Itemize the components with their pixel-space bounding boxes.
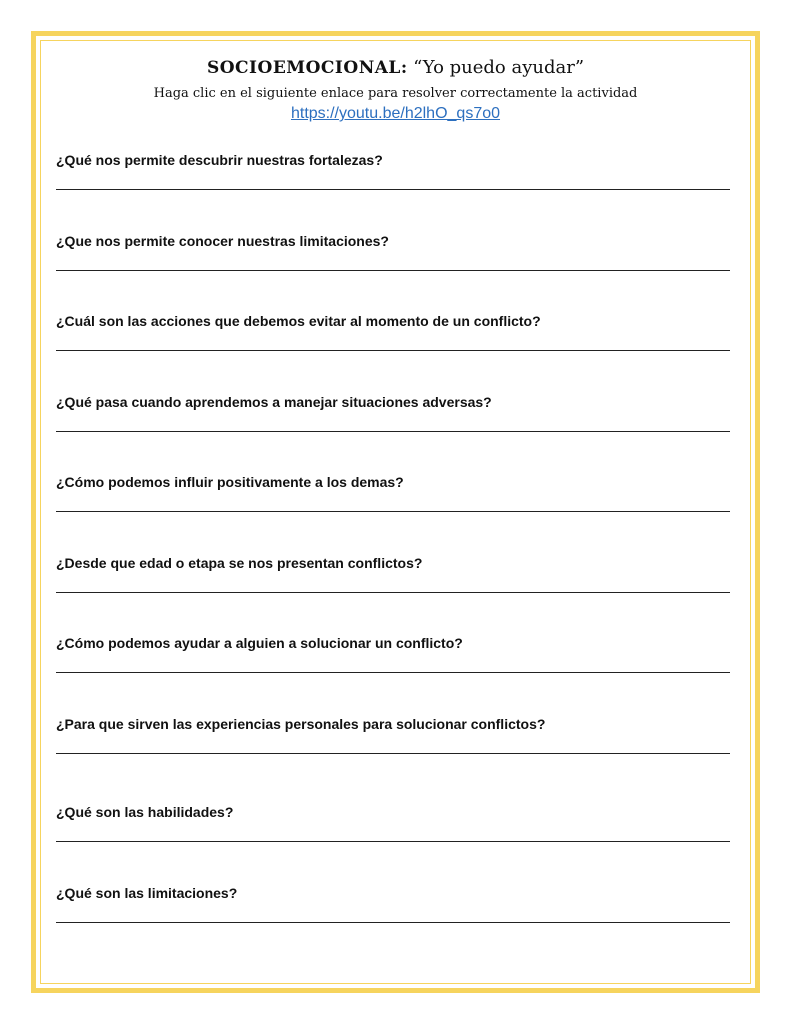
answer-line[interactable] [56, 270, 730, 271]
answer-line[interactable] [56, 672, 730, 673]
title-quote: “Yo puedo ayudar” [413, 57, 585, 78]
page-border [31, 31, 760, 993]
title-label: SOCIOEMOCIONAL: [206, 58, 408, 78]
question-item [56, 884, 730, 902]
question-item [56, 634, 730, 652]
question-item [56, 151, 730, 169]
worksheet-title [0, 57, 791, 79]
answer-line[interactable] [56, 922, 730, 923]
answer-line[interactable] [56, 511, 730, 512]
question-text: ¿Desde que edad o etapa se nos presentan conflictos? [56, 555, 423, 571]
question-text: ¿Cómo podemos influir positivamente a los demas? [56, 474, 404, 490]
answer-line[interactable] [56, 841, 730, 842]
video-link[interactable]: https://youtu.be/h2lhO_qs7o0 [290, 105, 501, 122]
question-item [56, 473, 730, 491]
question-text: ¿Qué pasa cuando aprendemos a manejar situaciones adversas? [56, 394, 492, 410]
question-text: ¿Cómo podemos ayudar a alguien a solucionar un conflicto? [56, 635, 463, 651]
answer-line[interactable] [56, 592, 730, 593]
question-text: ¿Qué nos permite descubrir nuestras fortalezas? [56, 152, 383, 168]
question-text: ¿Qué son las habilidades? [56, 804, 234, 820]
question-item [56, 232, 730, 250]
page-border-inner [40, 40, 751, 984]
question-text: ¿Que nos permite conocer nuestras limitaciones? [56, 233, 389, 249]
question-text: ¿Para que sirven las experiencias personales para solucionar conflictos? [56, 716, 546, 732]
question-item [56, 312, 730, 330]
answer-line[interactable] [56, 350, 730, 351]
answer-line[interactable] [56, 753, 730, 754]
instructions-text: Haga clic en el siguiente enlace para resolver correctamente la actividad [153, 86, 638, 101]
question-item [56, 393, 730, 411]
question-text: ¿Cuál son las acciones que debemos evitar al momento de un conflicto? [56, 313, 541, 329]
question-item [56, 554, 730, 572]
answer-line[interactable] [56, 189, 730, 190]
answer-line[interactable] [56, 431, 730, 432]
question-item [56, 803, 730, 821]
question-item [56, 715, 730, 733]
question-text: ¿Qué son las limitaciones? [56, 885, 238, 901]
